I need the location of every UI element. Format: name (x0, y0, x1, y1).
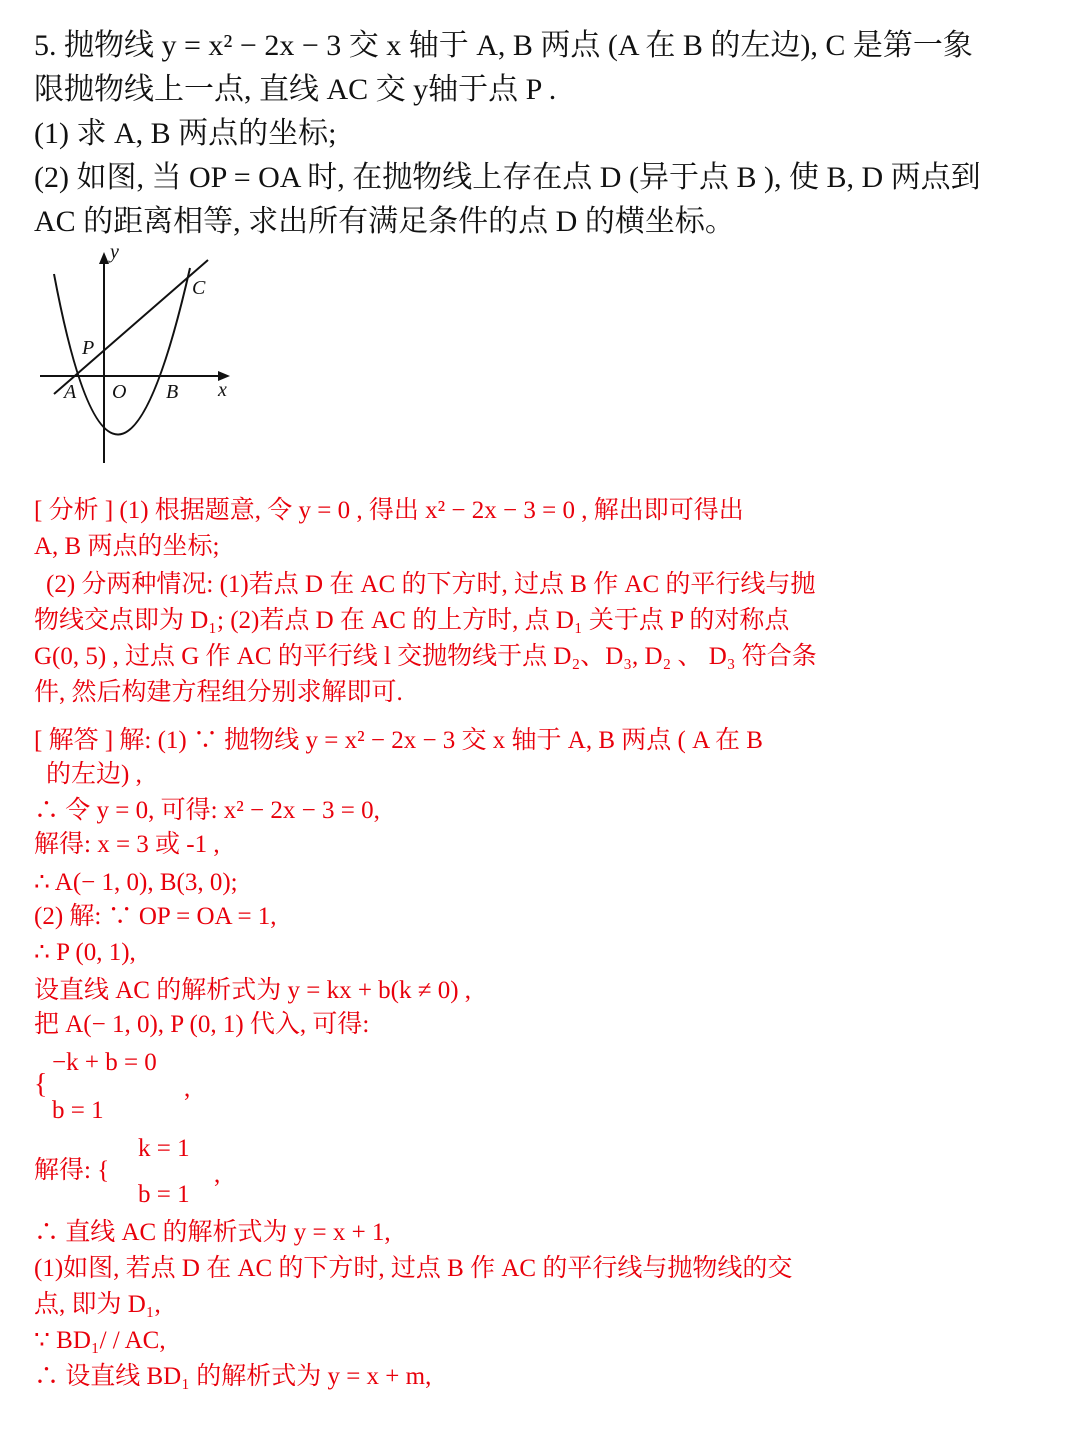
solution-line: 设直线 AC 的解析式为 y = kx + b(k ≠ 0) , (34, 977, 472, 1004)
analysis-line: [ 分析 ] (1) 根据题意, 令 y = 0 , 得出 x² − 2x − 3 = 0 , 解出即可得出 (34, 497, 744, 524)
system2-prefix: 解得: { (34, 1157, 110, 1184)
solution-line: (2) 解: ∵ OP = OA = 1, (34, 903, 277, 930)
parabola-diagram (30, 238, 255, 468)
analysis-line: 件, 然后构建方程组分别求解即可. (34, 679, 403, 706)
parabola-figure (30, 238, 255, 468)
label-a: A (64, 381, 77, 403)
system2-eq1: k = 1 (138, 1135, 190, 1162)
system2-comma: , (214, 1161, 221, 1188)
label-b: B (166, 381, 179, 403)
problem-line: (1) 求 A, B 两点的坐标; (34, 117, 337, 150)
label-o: O (112, 381, 127, 403)
label-x: x (218, 379, 227, 401)
analysis-line: 物线交点即为 D₁; (2)若点 D 在 AC 的上方时, 点 D₁ 关于点 P 的对称点 (34, 607, 790, 634)
label-y: y (110, 241, 119, 263)
problem-line: (2) 如图, 当 OP = OA 时, 在抛物线上存在点 D (异于点 B ), 使 B, D 两点到 (34, 161, 981, 194)
analysis-line: A, B 两点的坐标; (34, 533, 220, 560)
label-c: C (192, 277, 206, 299)
problem-statement (34, 24, 1054, 244)
solution-line: ∴ 直线 AC 的解析式为 y = x + 1, (34, 1219, 391, 1246)
label-p: P (82, 337, 95, 359)
system1-brace: { (34, 1069, 48, 1100)
line-ac (54, 260, 208, 394)
solution-line: 的左边) , (46, 761, 142, 788)
solution-line: ∴ A(− 1, 0), B(3, 0); (34, 869, 238, 896)
problem-line: 限抛物线上一点, 直线 AC 交 y轴于点 P . (34, 73, 557, 106)
analysis-line: G(0, 5) , 过点 G 作 AC 的平行线 l 交抛物线于点 D₂、D₃, D₂ 、 D₃ 符合条 (34, 643, 817, 670)
problem-line: 5. 抛物线 y = x² − 2x − 3 交 x 轴于 A, B 两点 (A 在 B 的左边), C 是第一象 (34, 29, 973, 62)
system2-eq2: b = 1 (138, 1181, 190, 1208)
equation-system-1 (34, 1046, 294, 1130)
solution-line: ∵ BD₁/ / AC, (34, 1327, 166, 1354)
solution-line: [ 解答 ] 解: (1) ∵ 抛物线 y = x² − 2x − 3 交 x 轴于 A, B 两点 ( A 在 B (34, 727, 763, 754)
system1-eq1: −k + b = 0 (52, 1049, 157, 1076)
y-axis-arrow-icon (99, 252, 109, 264)
equation-system-2 (34, 1134, 294, 1218)
system1-eq2: b = 1 (52, 1097, 104, 1124)
analysis-line: (2) 分两种情况: (1)若点 D 在 AC 的下方时, 过点 B 作 AC 的平行线与抛 (46, 571, 816, 598)
problem-line: AC 的距离相等, 求出所有满足条件的点 D 的横坐标。 (34, 205, 735, 238)
solution-line: ∴ 设直线 BD₁ 的解析式为 y = x + m, (34, 1363, 432, 1390)
solution-line: 解得: x = 3 或 -1 , (34, 831, 220, 858)
solution-line: 把 A(− 1, 0), P (0, 1) 代入, 可得: (34, 1011, 370, 1038)
solution-line: 点, 即为 D₁, (34, 1291, 161, 1318)
solution-line: ∴ 令 y = 0, 可得: x² − 2x − 3 = 0, (34, 797, 380, 824)
system1-comma: , (184, 1075, 191, 1102)
solution-line: (1)如图, 若点 D 在 AC 的下方时, 过点 B 作 AC 的平行线与抛物线的交 (34, 1255, 793, 1282)
solution-line: ∴ P (0, 1), (34, 939, 136, 966)
